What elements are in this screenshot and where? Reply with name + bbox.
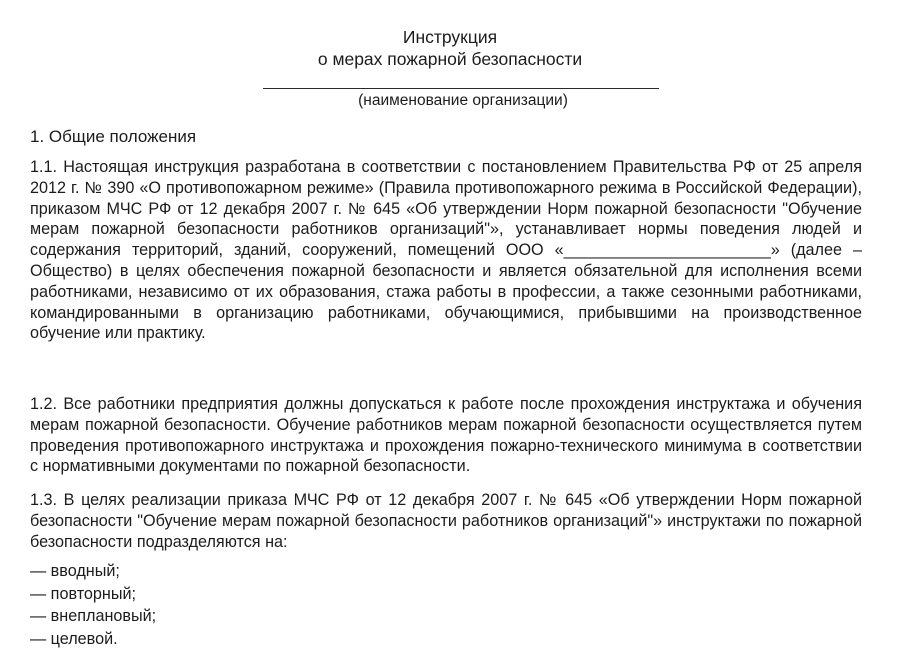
list-item-introductory: — вводный; (30, 562, 120, 580)
list-item-targeted: — целевой. (30, 629, 118, 648)
paragraph-1-1: 1.1. Настоящая инструкция разработана в соответствии с постановлением Правительства РФ от 25 апреля 2012 г. № 390 «О противопожарном режиме» (Правила противопожарного режима в Российской Федерации), приказом МЧС РФ от 12 декабря 2007 г. № 645 «Об утверждении Норм пожарной безопасности "Обучение мерам пожарной безопасности работников организаций"», устанавливает нормы поведения людей и содержания территорий, зданий, сооружений, помещений ООО «_______________________» (далее – Общество) в целях обеспечения пожарной безопасности и является обязательной для исполнения всеми работниками, независимо от их образования, стажа работы в профессии, а также сезонными работниками, командированными в организацию работниками, обучающимися, прибывшими на производственное обучение или практику. (30, 158, 862, 343)
document-title: Инструкция (402, 27, 498, 47)
organization-blank-line (263, 88, 659, 89)
list-item-repeated: — повторный; (30, 584, 137, 603)
organization-caption: (наименование организации) (358, 92, 568, 109)
document-subtitle: о мерах пожарной безопасности (317, 49, 583, 69)
paragraph-1-3: 1.3. В целях реализации приказа МЧС РФ от 12 декабря 2007 г. № 645 «Об утверждении Норм пожарной безопасности "Обучение мерам пожарной безопасности работников организаций"» инструктажи по пожарной безопасности подразделяются на: (30, 491, 862, 551)
briefing-types-list (30, 560, 156, 650)
section-heading: 1. Общие положения (30, 127, 197, 146)
list-item-unscheduled: — внеплановый; (30, 607, 157, 626)
paragraph-1-2: 1.2. Все работники предприятия должны допускаться к работе после прохождения инструктажа и обучения мерам пожарной безопасности. Обучение работников мерам пожарной безопасности осуществляется путем проведения противопожарного инструктажа и прохождения пожарно-технического минимума в соответствии с нормативными документами по пожарной безопасности. (30, 395, 862, 476)
